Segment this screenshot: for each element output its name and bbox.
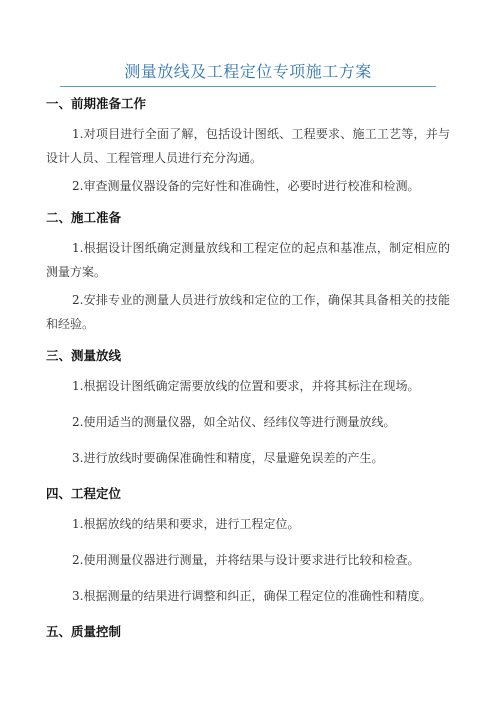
section-4-paragraph-2: 2.使用测量仪器进行测量，并将结果与设计要求进行比较和检查。 <box>72 553 420 567</box>
section-1-paragraph-1: 1.对项目进行全面了解，包括设计图纸、工程要求、施工工艺等，并与设计人员、工程管理人员进行充分沟通。 <box>46 127 450 165</box>
section-3-paragraph-1: 1.根据设计图纸确定需要放线的位置和要求，并将其标注在现场。 <box>72 379 420 393</box>
section-4-paragraph-3: 3.根据测量的结果进行调整和纠正，确保工程定位的准确性和精度。 <box>72 589 432 603</box>
section-heading-1: 一、前期准备工作 <box>46 96 147 111</box>
section-3-paragraph-3: 3.进行放线时要确保准确性和精度，尽量避免误差的产生。 <box>72 451 384 465</box>
section-1-paragraph-2: 2.审查测量仪器设备的完好性和准确性，必要时进行校准和检测。 <box>72 179 420 193</box>
section-heading-4: 四、工程定位 <box>46 486 122 501</box>
section-3-paragraph-2: 2.使用适当的测量仪器，如全站仪、经纬仪等进行测量放线。 <box>72 415 396 429</box>
section-heading-5: 五、质量控制 <box>46 624 122 639</box>
section-2-paragraph-1: 1.根据设计图纸确定测量放线和工程定位的起点和基准点，制定相应的测量方案。 <box>46 241 450 279</box>
section-heading-2: 二、施工准备 <box>46 210 122 225</box>
section-2-paragraph-2: 2.安排专业的测量人员进行放线和定位的工作，确保其具备相关的技能和经验。 <box>46 293 450 331</box>
section-4-paragraph-1: 1.根据放线的结果和要求，进行工程定位。 <box>72 517 300 531</box>
section-heading-3: 三、测量放线 <box>46 348 122 363</box>
document-title: 测量放线及工程定位专项施工方案 <box>124 62 372 81</box>
title-underline <box>60 86 436 87</box>
